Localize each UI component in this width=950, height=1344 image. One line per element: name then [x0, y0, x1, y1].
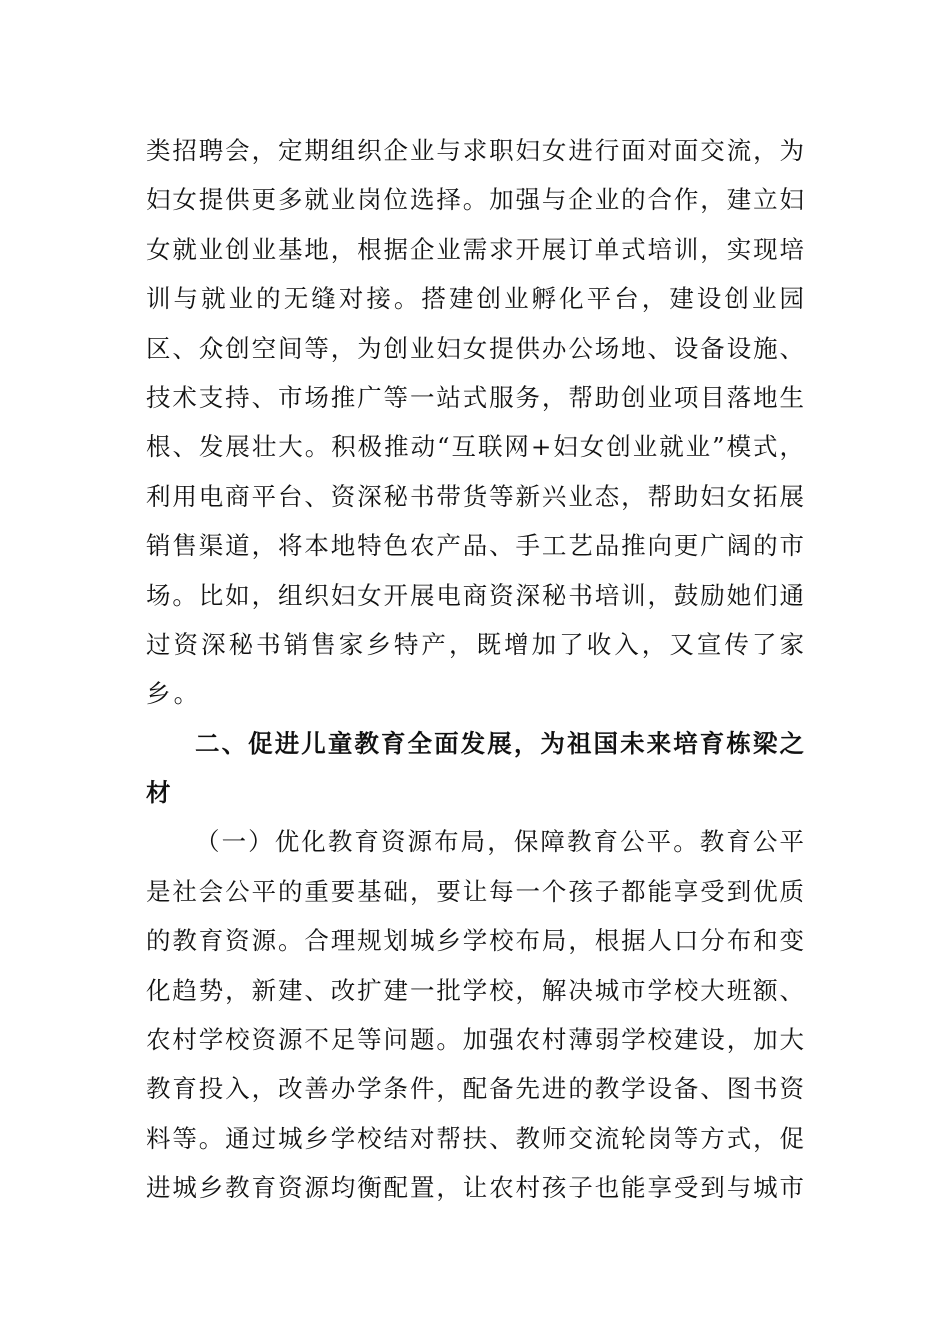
text-line: 教育投入，改善办学条件，配备先进的教学设备、图书资	[146, 1074, 804, 1104]
paragraph-employment	[146, 126, 804, 719]
heading-line: 材	[146, 778, 174, 808]
text-line: 技术支持、市场推广等一站式服务，帮助创业项目落地生	[146, 382, 804, 412]
document-body	[146, 126, 804, 1213]
heading-line: 二、促进儿童教育全面发展，为祖国未来培育栋梁之	[195, 728, 804, 758]
text-line: 乡。	[146, 679, 202, 709]
text-line: 的教育资源。合理规划城乡学校布局，根据人口分布和变	[146, 926, 804, 956]
section-heading	[146, 719, 804, 818]
text-line: 农村学校资源不足等问题。加强农村薄弱学校建设，加大	[146, 1025, 804, 1055]
text-line: 女就业创业基地，根据企业需求开展订单式培训，实现培	[146, 234, 804, 264]
text-line: 是社会公平的重要基础，要让每一个孩子都能享受到优质	[146, 876, 804, 906]
paragraph-education	[146, 817, 804, 1212]
text-line: 训与就业的无缝对接。搭建创业孵化平台，建设创业园	[146, 284, 804, 314]
text-line: 料等。通过城乡学校结对帮扶、教师交流轮岗等方式，促	[146, 1123, 804, 1153]
text-line: 类招聘会，定期组织企业与求职妇女进行面对面交流，为	[146, 136, 804, 165]
text-line: 利用电商平台、资深秘书带货等新兴业态，帮助妇女拓展	[146, 481, 804, 511]
text-line: （一）优化教育资源布局，保障教育公平。教育公平	[195, 827, 804, 857]
text-line: 区、众创空间等，为创业妇女提供办公场地、设备设施、	[146, 333, 804, 363]
text-line: 过资深秘书销售家乡特产，既增加了收入，又宣传了家	[146, 629, 804, 659]
text-line: 进城乡教育资源均衡配置，让农村孩子也能享受到与城市	[146, 1173, 804, 1203]
text-line: 化趋势，新建、改扩建一批学校，解决城市学校大班额、	[146, 975, 804, 1005]
text-line: 妇女提供更多就业岗位选择。加强与企业的合作，建立妇	[146, 185, 804, 215]
text-line: 根、发展壮大。积极推动“互联网+妇女创业就业”模式，	[146, 432, 804, 462]
text-line: 场。比如，组织妇女开展电商资深秘书培训，鼓励她们通	[146, 580, 804, 610]
text-line: 销售渠道，将本地特色农产品、手工艺品推向更广阔的市	[146, 531, 804, 561]
